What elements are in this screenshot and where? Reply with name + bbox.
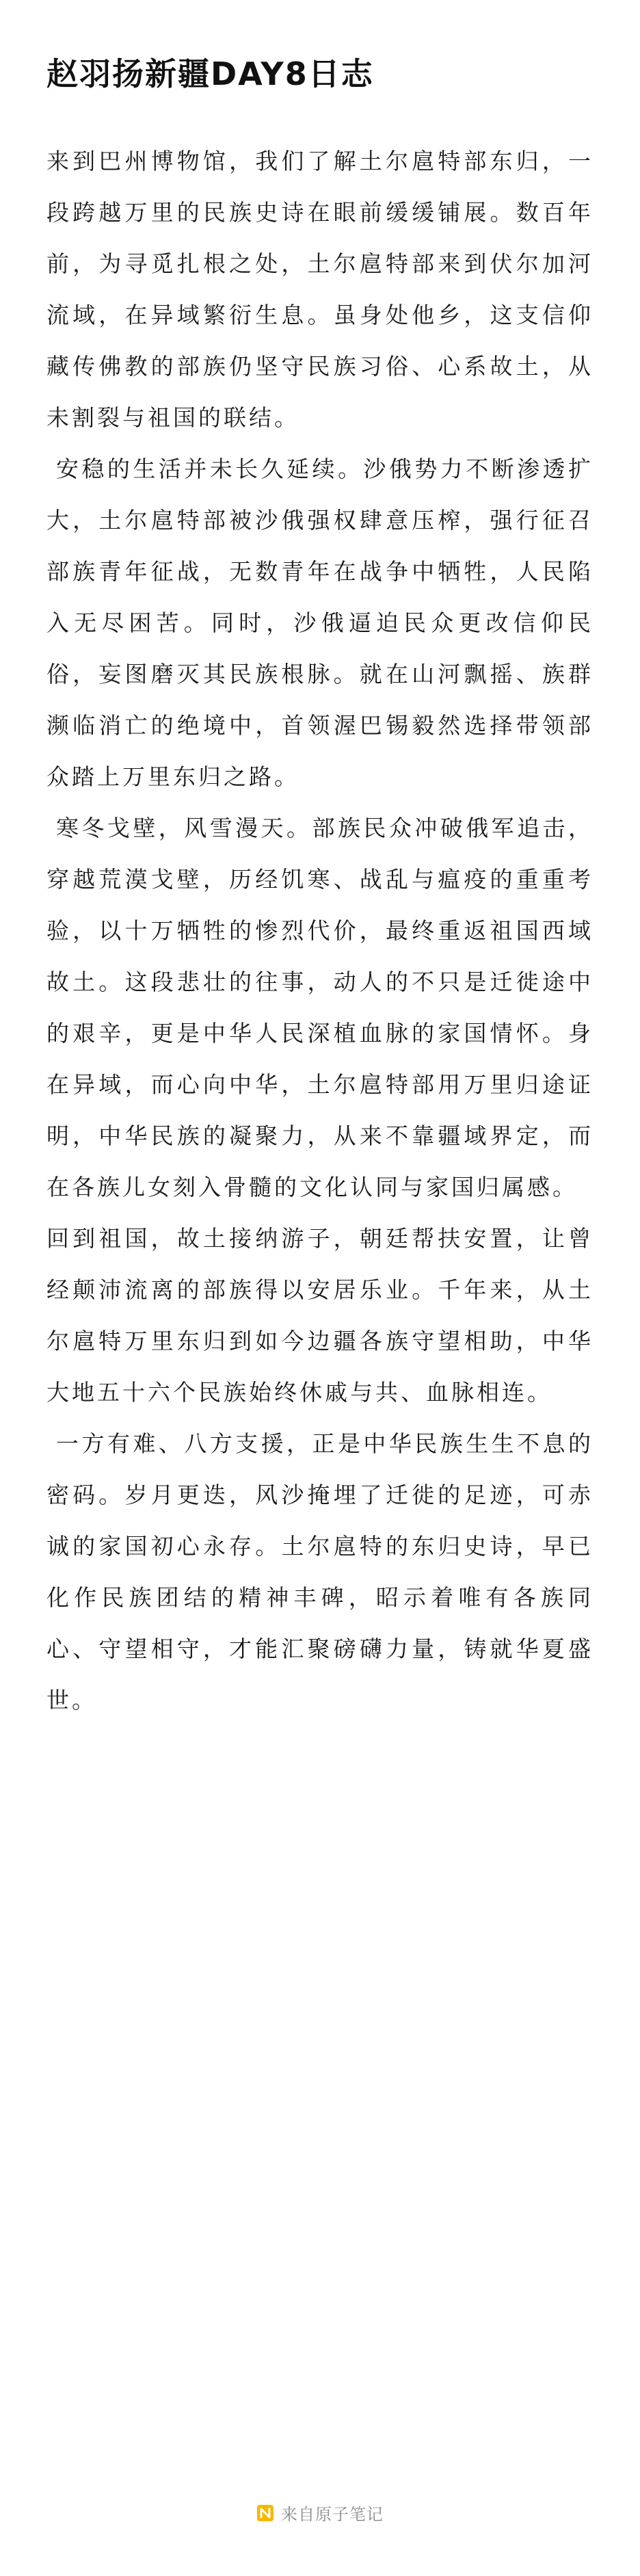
footer-attribution [0,2501,640,2525]
page-title: 赵羽扬新疆DAY8日志 [46,55,374,92]
paragraph-5: 一方有难、八方支援，正是中华民族生生不息的密码。岁月更迭，风沙掩埋了迁徙的足迹，可赤诚的家国初心永存。土尔扈特的东归史诗，早已化作民族团结的精神丰碑，昭示着唯有各族同心、守望相守，才能汇聚磅礴力量，铸就华夏盛世。 [46,1430,594,1713]
paragraph-4: 回到祖国，故土接纳游子，朝廷帮扶安置，让曾经颠沛流离的部族得以安居乐业。千年来，从土尔扈特万里东归到如今边疆各族守望相助，中华大地五十六个民族始终休戚与共、血脉相连。 [46,1225,594,1406]
paragraph-1: 来到巴州博物馆，我们了解土尔扈特部东归，一段跨越万里的民族史诗在眼前缓缓铺展。数百年前，为寻觅扎根之处，土尔扈特部来到伏尔加河流域，在异域繁衍生息。虽身处他乡，这支信仰藏传佛教的部族仍坚守民族习俗、心系故土，从未割裂与祖国的联结。 [46,148,594,431]
note-body [46,135,594,1726]
paragraph-2: 安稳的生活并未长久延续。沙俄势力不断渗透扩大，土尔扈特部被沙俄强权肆意压榨，强行征召部族青年征战，无数青年在战争中牺牲，人民陷入无尽困苦。同时，沙俄逼迫民众更改信仰民俗，妄图磨灭其民族根脉。就在山河飘摇、族群濒临消亡的绝境中，首领渥巴锡毅然选择带领部众踏上万里东归之路。 [46,456,594,790]
notes-app-logo-icon [256,2504,274,2522]
paragraph-3: 寒冬戈壁，风雪漫天。部族民众冲破俄军追击，穿越荒漠戈壁，历经饥寒、战乱与瘟疫的重重考验，以十万牺牲的惨烈代价，最终重返祖国西域故土。这段悲壮的往事，动人的不只是迁徙途中的艰辛，更是中华人民深植血脉的家国情怀。身在异域，而心向中华，土尔扈特部用万里归途证明，中华民族的凝聚力，从来不靠疆域界定，而在各族儿女刻入骨髓的文化认同与家国归属感。 [46,815,594,1200]
footer-text: 来自原子笔记 [281,2505,384,2524]
